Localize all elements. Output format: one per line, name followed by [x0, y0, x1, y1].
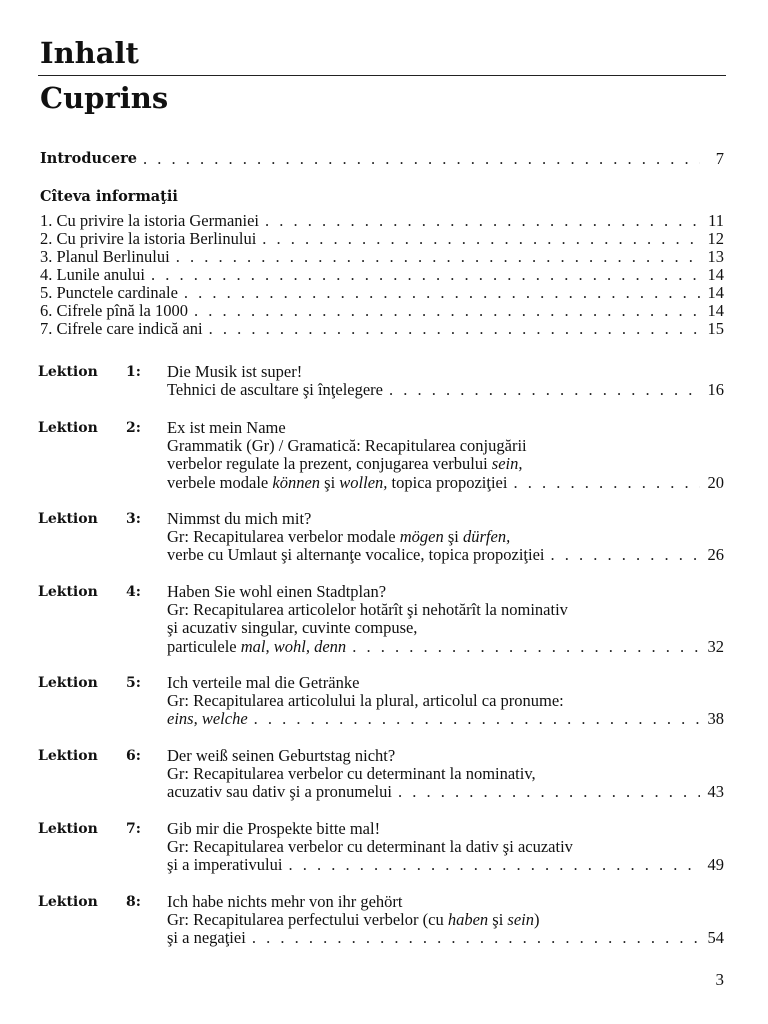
lesson-title: Nimmst du mich mit? [167, 509, 312, 528]
lesson-title: Ex ist mein Name [167, 418, 286, 437]
lesson-title: Die Musik ist super! [167, 362, 303, 381]
lesson-topic: acuzativ sau dativ şi a pronumelui . . . 43 [167, 783, 724, 801]
section-heading-info: Cîteva informaţii [40, 188, 178, 205]
entry-label: 6. Cifrele pînă la 1000 [40, 301, 189, 320]
leader-dots [170, 248, 700, 266]
entry-label: 2. Cu privire la istoria Berlinului [40, 229, 257, 248]
toc-entry[interactable] [40, 230, 724, 248]
entry-page: 16 [707, 380, 724, 400]
lesson-topic: Gr: Recapitularea perfectului verbelor (cu haben şi sein) [167, 910, 540, 930]
lesson-topic: verbelor regulate la prezent, conjugarea verbului sein, [167, 454, 523, 474]
lesson-title: Gib mir die Prospekte bitte mal! [167, 819, 381, 838]
title-inhalt: Inhalt [40, 36, 139, 70]
page-number: 3 [715, 970, 724, 989]
lesson-label: Lektion 7: [38, 821, 141, 837]
entry-page: 11 [708, 211, 724, 230]
toc-entry[interactable] [40, 320, 724, 338]
entry-label: 5. Punctele cardinale [40, 283, 178, 302]
entry-page: 49 [707, 855, 724, 875]
toc-entry[interactable] [40, 302, 724, 320]
entry-label: 1. Cu privire la istoria Germaniei [40, 211, 260, 230]
leader-dots [188, 302, 700, 320]
lesson-label: Lektion 4: [38, 584, 141, 600]
entry-page: 13 [707, 247, 724, 266]
entry-page: 15 [707, 319, 724, 338]
lesson-title: Der weiß seinen Geburtstag nicht? [167, 746, 396, 765]
leader-dots [256, 230, 700, 248]
lesson-topic: Gr: Recapitularea articolului la plural, articolul ca pronume: [167, 691, 564, 711]
lesson-label: Lektion 6: [38, 748, 141, 764]
lesson-topic: eins, welche . . . 38 [167, 710, 724, 728]
lesson-title: Ich verteile mal die Getränke [167, 673, 360, 692]
entry-page: 14 [707, 301, 724, 320]
entry-page: 12 [707, 229, 724, 248]
toc-entry[interactable] [40, 284, 724, 302]
lesson-topic: verbele modale können şi wollen, topica propoziţiei . . . 20 [167, 474, 724, 492]
lesson-topic: particulele mal, wohl, denn . . . 32 [167, 638, 724, 656]
lesson-topic: Gr: Recapitularea verbelor cu determinant la dativ şi acuzativ [167, 837, 573, 857]
entry-label: 3. Planul Berlinului [40, 247, 170, 266]
entry-page: 54 [707, 928, 724, 948]
lesson-topic: Gr: Recapitularea verbelor modale mögen şi dürfen, [167, 527, 511, 547]
entry-page: 14 [707, 265, 724, 284]
leader-dots [178, 284, 700, 302]
entry-page: 20 [707, 472, 724, 492]
entry-page: 26 [707, 545, 724, 565]
lesson-topic: Tehnici de ascultare şi înţelegere . . . 16 [167, 381, 724, 399]
toc-entry[interactable] [40, 266, 724, 284]
lesson-topic: şi acuzativ singular, cuvinte compuse, [167, 618, 418, 638]
lesson-topic: Gr: Recapitularea articolelor hotărît şi nehotărît la nominativ [167, 600, 568, 620]
lesson-label: Lektion 3: [38, 511, 141, 527]
entry-page: 32 [707, 636, 724, 656]
entry-page: 14 [707, 283, 724, 302]
lesson-label: Lektion 1: [38, 364, 141, 380]
entry-page: 7 [715, 149, 724, 168]
lesson-topic: verbe cu Umlaut şi alternanţe vocalice, topica propoziţiei . . . 26 [167, 546, 724, 564]
lesson-topic: Gr: Recapitularea verbelor cu determinant la nominativ, [167, 764, 536, 784]
entry-label: 7. Cifrele care indică ani [40, 319, 203, 338]
lesson-topic: şi a negaţiei . . . 54 [167, 929, 724, 947]
entry-page: 38 [707, 709, 724, 729]
lesson-title: Ich habe nichts mehr von ihr gehört [167, 892, 403, 911]
leader-dots [145, 266, 700, 284]
title-cuprins: Cuprins [40, 81, 169, 115]
entry-label: 4. Lunile anului [40, 265, 145, 284]
title-rule [38, 75, 726, 76]
lesson-label: Lektion 5: [38, 675, 141, 691]
lesson-label: Lektion 8: [38, 894, 141, 910]
lesson-title: Haben Sie wohl einen Stadtplan? [167, 582, 387, 601]
leader-dots [203, 320, 700, 338]
lesson-topic: Grammatik (Gr) / Gramatică: Recapitularea conjugării [167, 436, 527, 456]
toc-entry[interactable] [40, 248, 724, 266]
leader-dots [259, 212, 700, 230]
leader-dots [137, 150, 700, 168]
toc-entry-introducere[interactable] [40, 150, 724, 168]
lesson-topic: şi a imperativului . . . 49 [167, 856, 724, 874]
entry-page: 43 [707, 782, 724, 802]
lesson-label: Lektion 2: [38, 420, 141, 436]
entry-label: Introducere [40, 150, 137, 167]
toc-entry[interactable] [40, 212, 724, 230]
